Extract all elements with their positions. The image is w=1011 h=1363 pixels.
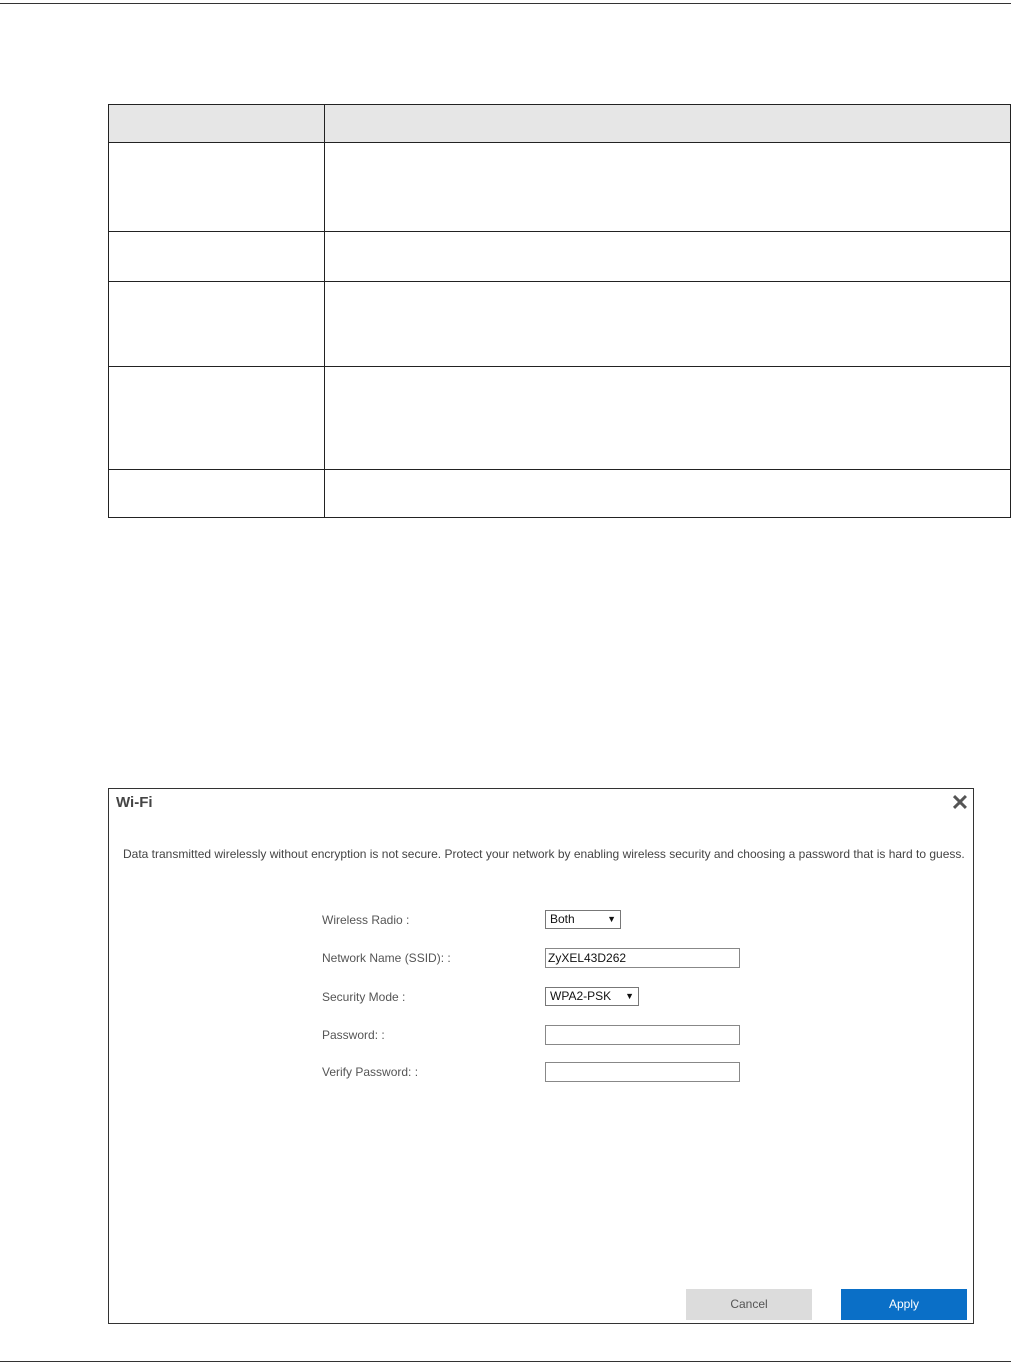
security-notice: Data transmitted wirelessly without encryption is not secure. Protect your network by enabling wireless security and choosing a password that is hard to guess. (123, 847, 965, 861)
table-cell-description (325, 470, 1011, 518)
dropdown-arrow-icon: ▼ (607, 914, 616, 924)
table-cell-label (109, 367, 325, 470)
password-label: Password: : (322, 1028, 385, 1042)
security-mode-label: Security Mode : (322, 990, 406, 1004)
verify-password-row (322, 1062, 742, 1084)
table-cell-label (109, 143, 325, 232)
table-row (109, 367, 1011, 470)
ssid-input[interactable]: ZyXEL43D262 (545, 948, 740, 968)
reference-table (108, 104, 1011, 518)
dialog-title: Wi-Fi (116, 794, 153, 811)
table-row (109, 282, 1011, 367)
table-cell-label (109, 470, 325, 518)
close-icon[interactable]: ✕ (950, 790, 970, 815)
security-mode-select[interactable] (545, 987, 639, 1006)
password-row (322, 1025, 742, 1047)
table-header-label (109, 105, 325, 143)
wireless-radio-row (322, 910, 742, 932)
wireless-radio-select[interactable] (545, 910, 621, 929)
table-cell-label (109, 232, 325, 282)
security-mode-row (322, 987, 742, 1009)
password-input[interactable] (545, 1025, 740, 1045)
ssid-row (322, 948, 742, 970)
table-cell-description (325, 232, 1011, 282)
table-row (109, 143, 1011, 232)
table-cell-description (325, 282, 1011, 367)
verify-password-label: Verify Password: : (322, 1065, 419, 1079)
security-mode-value: WPA2-PSK (550, 989, 612, 1003)
ssid-label: Network Name (SSID): : (322, 951, 451, 965)
apply-button[interactable]: Apply (841, 1289, 967, 1320)
verify-password-input[interactable] (545, 1062, 740, 1082)
table-cell-description (325, 367, 1011, 470)
wireless-radio-label: Wireless Radio : (322, 913, 410, 927)
table-cell-label (109, 282, 325, 367)
page-bottom-rule (0, 1361, 1011, 1362)
table-header-description (325, 105, 1011, 143)
wireless-radio-value: Both (550, 912, 575, 926)
table-row (109, 232, 1011, 282)
wifi-dialog (108, 788, 974, 1324)
dropdown-arrow-icon: ▼ (625, 991, 634, 1001)
table-row (109, 470, 1011, 518)
page-top-rule (0, 3, 1011, 4)
table-header-row (109, 105, 1011, 143)
cancel-button[interactable]: Cancel (686, 1289, 812, 1320)
table-cell-description (325, 143, 1011, 232)
